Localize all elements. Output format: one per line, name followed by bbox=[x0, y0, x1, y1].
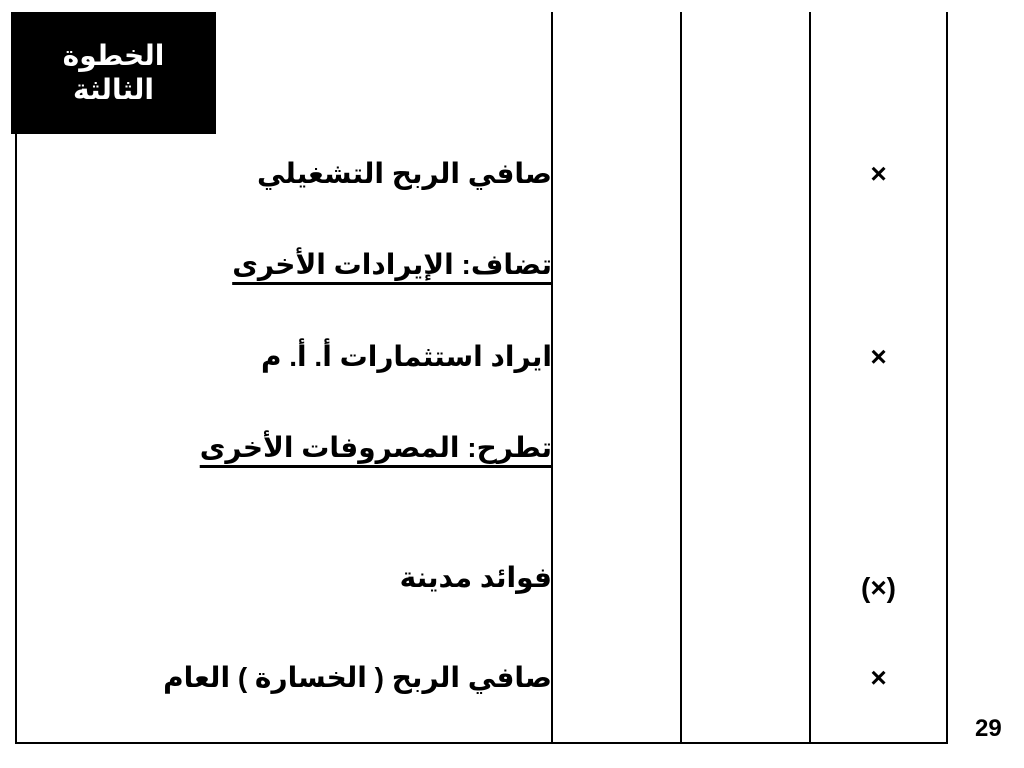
column-divider-3 bbox=[809, 12, 811, 744]
row-mark-investment-income: × bbox=[870, 341, 887, 372]
table-border-bottom bbox=[16, 742, 948, 744]
row-label-investment-income: ايراد استثمارات أ. أ. م bbox=[260, 341, 552, 372]
row-mark-net-operating-profit: × bbox=[870, 158, 887, 189]
row-mark-net-profit-loss: × bbox=[870, 662, 887, 693]
section-heading-other-expenses: تطرح: المصروفات الأخرى bbox=[199, 432, 552, 463]
section-heading-other-revenues: تضاف: الإيرادات الأخرى bbox=[232, 249, 552, 280]
row-label-net-operating-profit: صافي الربح التشغيلي bbox=[256, 158, 552, 189]
column-divider-2 bbox=[680, 12, 682, 744]
row-mark-interest-expense: (×) bbox=[861, 572, 896, 603]
column-divider-1 bbox=[551, 12, 553, 744]
step-title-line-1: الخطوة bbox=[62, 40, 165, 72]
row-label-net-profit-loss: صافي الربح ( الخسارة ) العام bbox=[163, 662, 552, 693]
page-number: 29 bbox=[975, 715, 1002, 742]
table-border-right bbox=[946, 12, 948, 744]
step-title-box bbox=[11, 12, 216, 134]
step-title-line-2: الثالثة bbox=[73, 74, 154, 105]
row-label-interest-expense: فوائد مدينة bbox=[399, 562, 552, 593]
